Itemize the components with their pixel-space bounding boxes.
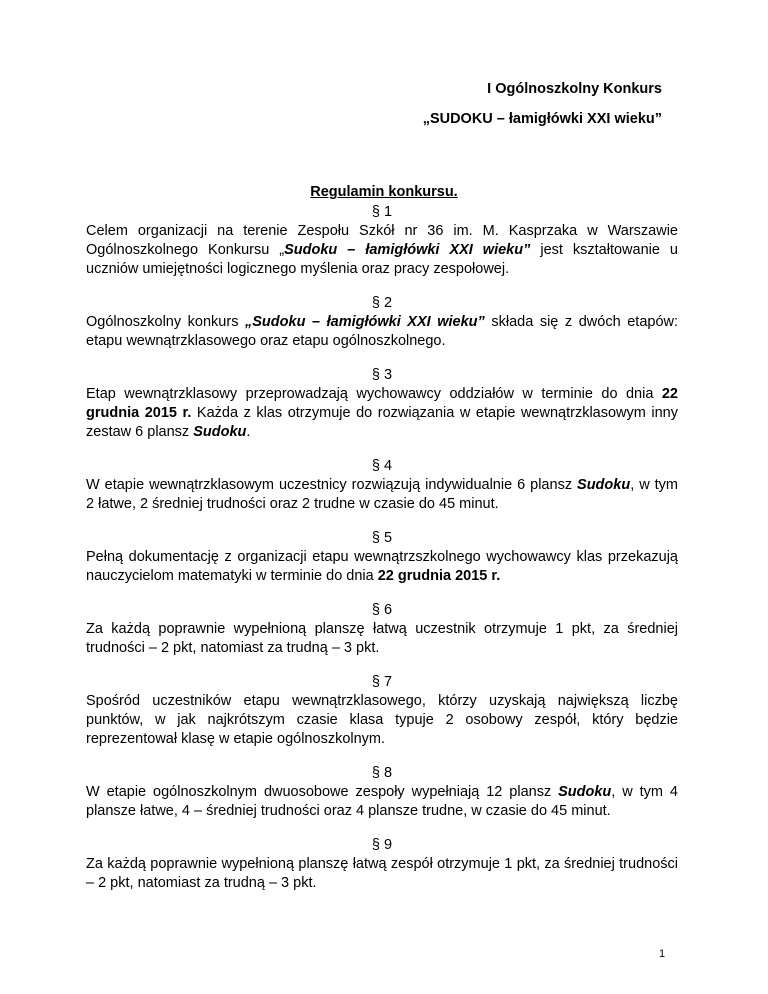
text-run: , w tym 2 łatwe, 2 średniej trudności oraz 2 trudne w czasie do 45 minut. — [86, 477, 678, 512]
text-run: Każda z klas otrzymuje do rozwiązania w etapie wewnątrzklasowym inny zestaw 6 plansz — [86, 405, 678, 440]
section-paragraph — [86, 313, 678, 351]
text-run: Za każdą poprawnie wypełnioną planszę łatwą zespół otrzymuje 1 pkt, za średniej trudności – 2 pkt, natomiast za trudną – 3 pkt. — [86, 856, 678, 891]
text-run: Pełną dokumentację z organizacji etapu wewnątrzszkolnego wychowawcy klas przekazują nauczycielom matematyki w terminie do dnia — [86, 549, 678, 584]
section-number: § 8 — [371, 765, 393, 781]
section-number: § 3 — [371, 367, 393, 383]
text-run: Sudoku — [558, 784, 612, 800]
text-run: W etapie ogólnoszkolnym dwuosobowe zespoły wypełniają 12 plansz — [86, 784, 559, 800]
page-number: 1 — [659, 948, 666, 960]
regulations-title: Regulamin konkursu. — [310, 184, 458, 200]
section-number: § 6 — [371, 602, 393, 618]
section-paragraph — [86, 783, 678, 821]
section-paragraph — [86, 692, 678, 749]
text-run: Ogólnoszkolny konkurs — [86, 314, 246, 330]
section-paragraph — [86, 385, 678, 442]
section-paragraph — [86, 222, 678, 279]
section-number: § 4 — [371, 458, 393, 474]
text-run: Etap wewnątrzklasowy przeprowadzają wychowawcy oddziałów w terminie do dnia — [86, 386, 662, 402]
contest-heading: I Ogólnoszkolny Konkurs — [487, 81, 662, 97]
text-run: składa się z dwóch etapów: etapu wewnątrzklasowego oraz etapu ogólnoszkolnego. — [86, 314, 679, 349]
section-paragraph — [86, 548, 678, 586]
section-paragraph — [86, 855, 678, 893]
section-number: § 7 — [371, 674, 393, 690]
text-run: Sudoku — [577, 477, 631, 493]
text-run: 22 grudnia 2015 r. — [86, 386, 678, 421]
section-paragraph — [86, 620, 678, 658]
text-run: Za każdą poprawnie wypełnioną planszę łatwą uczestnik otrzymuje 1 pkt, za średniej trudności – 2 pkt, natomiast za trudną – 3 pkt. — [86, 621, 678, 656]
section-paragraph — [86, 476, 678, 514]
text-run: Spośród uczestników etapu wewnątrzklasowego, którzy uzyskają największą liczbę punktów, w jak najkrótszym czasie klasa typuje 2 osobowy zespół, który będzie reprezentował klasę w etapie ogólnoszkolnym. — [86, 693, 678, 747]
text-run: , w tym 4 plansze łatwe, 4 – średniej trudności oraz 4 plansze trudne, w czasie do 45 minut. — [86, 784, 678, 819]
text-run: Celem organizacji na terenie Zespołu Szkół nr 36 im. M. Kasprzaka w Warszawie Ogólnoszkolnego Konkursu „ — [86, 223, 678, 258]
section-number: § 2 — [371, 295, 393, 311]
regulations-body — [86, 202, 678, 893]
text-run: W etapie wewnątrzklasowym uczestnicy rozwiązują indywidualnie 6 plansz — [86, 477, 578, 493]
text-run: jest kształtowanie u uczniów umiejętności logicznego myślenia oraz pracy zespołowej. — [86, 242, 678, 277]
text-run: . — [246, 424, 251, 440]
text-run: „Sudoku – łamigłówki XXI wieku” — [245, 314, 485, 330]
section-number: § 1 — [371, 204, 393, 220]
text-run: Sudoku — [193, 424, 247, 440]
section-number: § 9 — [371, 837, 393, 853]
text-run: 22 grudnia 2015 r. — [377, 568, 501, 584]
section-number: § 5 — [371, 530, 393, 546]
contest-subtitle: „SUDOKU – łamigłówki XXI wieku” — [422, 111, 662, 127]
text-run: Sudoku – łamigłówki XXI wieku” — [284, 242, 531, 258]
